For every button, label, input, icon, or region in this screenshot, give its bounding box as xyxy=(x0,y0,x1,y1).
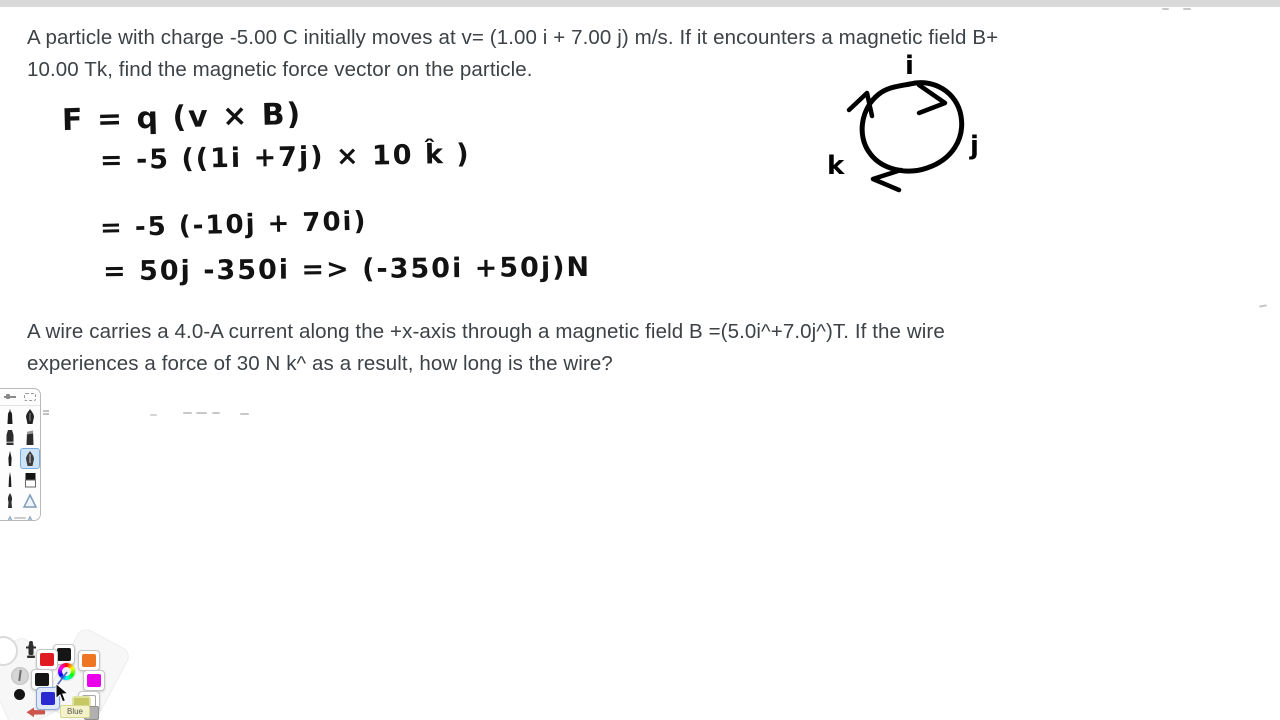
problem1-text xyxy=(27,22,1177,86)
faint-mark xyxy=(1259,304,1267,307)
stroke-settings-icon[interactable] xyxy=(4,393,16,401)
problem2-line2: experiences a force of 30 N k^ as a result, how long is the wire? xyxy=(27,352,613,375)
tool-triangle-small-b[interactable] xyxy=(20,511,40,521)
swatch-chip xyxy=(57,648,71,661)
marker-icon xyxy=(2,429,18,447)
chisel-marker-icon xyxy=(22,429,38,447)
handwriting-line4: = 50j -350i => (-350i +50j)N xyxy=(102,251,592,288)
panel-side-grip[interactable] xyxy=(43,410,49,412)
handwriting-line1: F = q (v × B) xyxy=(61,96,303,139)
stroke-size-indicator-icon[interactable] xyxy=(11,667,29,685)
tool-chisel-marker[interactable] xyxy=(20,427,40,448)
swatch-magenta[interactable] xyxy=(83,670,105,691)
faint-mark xyxy=(150,414,157,416)
faint-mark xyxy=(240,413,249,415)
tool-marker[interactable] xyxy=(0,427,20,448)
swatch-red[interactable] xyxy=(36,649,58,670)
faint-mark xyxy=(1162,8,1169,10)
tool-eraser[interactable] xyxy=(20,469,40,490)
label-j: j xyxy=(970,131,979,161)
mouse-cursor-icon xyxy=(55,683,69,703)
pencil-icon xyxy=(2,408,18,426)
fountain-pen-icon xyxy=(22,408,38,426)
brush-icon xyxy=(2,492,18,510)
triangle-icon xyxy=(22,492,38,510)
swatch-chip xyxy=(82,654,96,667)
tool-triangle-small-a[interactable] xyxy=(0,511,20,521)
label-i: i xyxy=(905,52,914,81)
faint-mark xyxy=(183,412,192,414)
stroke-dot-indicator-icon[interactable] xyxy=(14,689,25,700)
tool-ink-pen-selected[interactable] xyxy=(20,448,40,469)
handwriting-line2: = -5 ((1i +7j) × 10 k̂ ) xyxy=(99,138,471,177)
handwriting-line3: = -5 (-10j + 70i) xyxy=(99,206,368,244)
circle-stroke xyxy=(862,83,962,171)
swatch-orange[interactable] xyxy=(78,650,100,671)
problem2-line1: A wire carries a 4.0-A current along the +x-axis through a magnetic field B =(5.0i^+7.0j^)T. If the wire xyxy=(27,320,945,343)
fine-liner-icon xyxy=(2,471,18,489)
color-wheel-icon[interactable] xyxy=(58,663,75,680)
ink-pen-icon xyxy=(22,450,38,468)
swatch-chip xyxy=(87,674,101,687)
tool-brush[interactable] xyxy=(0,490,20,511)
color-tooltip: Blue xyxy=(60,705,90,718)
faint-mark xyxy=(1183,8,1191,10)
tool-pencil[interactable] xyxy=(0,406,20,427)
ballpoint-pen-icon xyxy=(2,450,18,468)
swatch-chip xyxy=(41,692,55,705)
problem2-text xyxy=(27,316,1217,380)
tool-fountain-pen[interactable] xyxy=(20,406,40,427)
ijk-cycle-diagram xyxy=(815,52,995,202)
arrowhead-bottom xyxy=(873,170,901,190)
top-bar xyxy=(0,0,1280,7)
tool-ballpoint-pen[interactable] xyxy=(0,448,20,469)
swatch-chip xyxy=(35,673,49,686)
tool-triangle[interactable] xyxy=(20,490,40,511)
color-palette[interactable] xyxy=(0,628,120,720)
tool-fine-liner[interactable] xyxy=(0,469,20,490)
faint-mark xyxy=(196,412,207,414)
panel-drag-handle[interactable] xyxy=(14,517,26,519)
eraser-icon xyxy=(22,471,38,489)
faint-mark xyxy=(212,412,220,414)
label-k: k xyxy=(827,151,845,181)
swatch-chip xyxy=(40,653,54,666)
arrowhead-upper-left xyxy=(849,93,872,116)
tool-panel-header xyxy=(0,389,40,406)
selection-box-icon[interactable] xyxy=(24,393,36,401)
problem1-line1: A particle with charge -5.00 C initially moves at v= (1.00 i + 7.00 j) m/s. If it encounters a magnetic field B+ xyxy=(27,26,999,49)
problem1-line2: 10.00 Tk, find the magnetic force vector on the particle. xyxy=(27,58,533,81)
tool-grid xyxy=(0,406,40,521)
pen-tool-panel[interactable] xyxy=(0,388,41,521)
red-arrow-icon xyxy=(26,707,46,718)
